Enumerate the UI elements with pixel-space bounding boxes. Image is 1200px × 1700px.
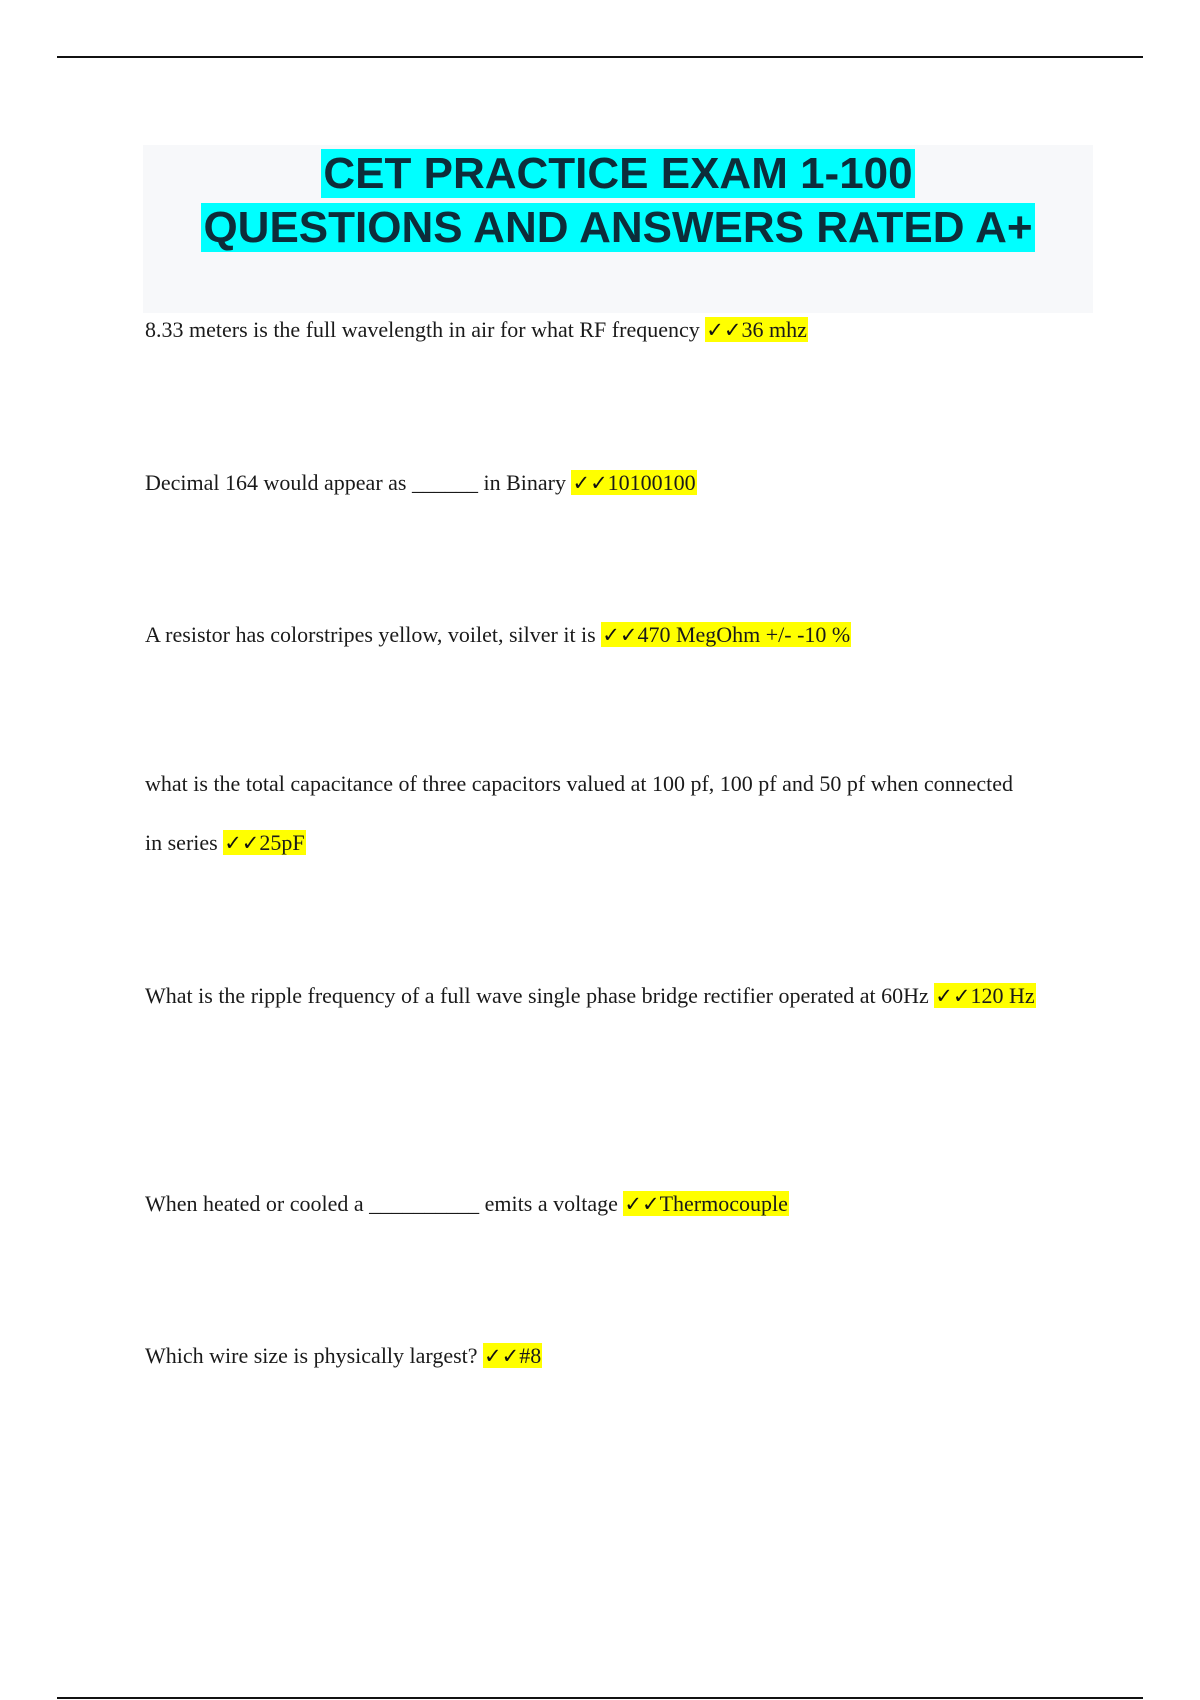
answer-highlight xyxy=(571,470,696,495)
qa-item-6 xyxy=(145,1174,1095,1234)
qa-item-5 xyxy=(145,966,1095,1026)
answer-text: Thermocouple xyxy=(659,1191,788,1216)
answer-highlight xyxy=(483,1343,542,1368)
question-text: 8.33 meters is the full wavelength in air for what RF frequency xyxy=(145,317,706,342)
footer-rule xyxy=(57,1697,1143,1699)
question-text: What is the ripple frequency of a full wave single phase bridge rectifier operated at 60Hz xyxy=(145,983,935,1008)
question-text: Which wire size is physically largest? xyxy=(145,1343,484,1368)
question-text: When heated or cooled a __________ emits a voltage xyxy=(145,1191,624,1216)
document-title-line-2: QUESTIONS AND ANSWERS RATED A+ xyxy=(203,203,1033,252)
qa-item-7 xyxy=(145,1326,1095,1386)
answer-highlight xyxy=(705,317,808,342)
question-text: what is the total capacitance of three capacitors valued at 100 pf, 100 pf and 50 pf when connected in series xyxy=(145,771,1014,855)
answer-text: #8 xyxy=(519,1343,542,1368)
answer-text: 25pF xyxy=(259,830,305,855)
question-text: A resistor has colorstripes yellow, voilet, silver it is xyxy=(145,622,602,647)
qa-item-3 xyxy=(145,605,1095,665)
qa-item-1 xyxy=(145,300,1095,360)
answer-text: 10100100 xyxy=(607,470,696,495)
answer-text: 36 mhz xyxy=(741,317,807,342)
answer-highlight xyxy=(601,622,851,647)
check-mark-icon: ✓✓ xyxy=(484,1344,520,1368)
check-mark-icon: ✓✓ xyxy=(624,1192,660,1216)
question-text: Decimal 164 would appear as ______ in Binary xyxy=(145,470,572,495)
check-mark-icon: ✓✓ xyxy=(602,623,638,647)
check-mark-icon: ✓✓ xyxy=(572,471,608,495)
answer-text: 470 MegOhm +/- -10 % xyxy=(637,622,851,647)
check-mark-icon: ✓✓ xyxy=(935,984,971,1008)
check-mark-icon: ✓✓ xyxy=(706,318,742,342)
check-mark-icon: ✓✓ xyxy=(224,831,260,855)
header-rule xyxy=(57,56,1143,58)
answer-highlight xyxy=(934,983,1035,1008)
qa-item-2 xyxy=(145,453,1095,513)
answer-text: 120 Hz xyxy=(970,983,1035,1008)
title-block xyxy=(143,145,1093,313)
answer-highlight xyxy=(623,1191,789,1216)
qa-item-4 xyxy=(145,754,1015,873)
answer-highlight xyxy=(223,830,305,855)
document-title-line-1: CET PRACTICE EXAM 1-100 xyxy=(323,149,913,198)
